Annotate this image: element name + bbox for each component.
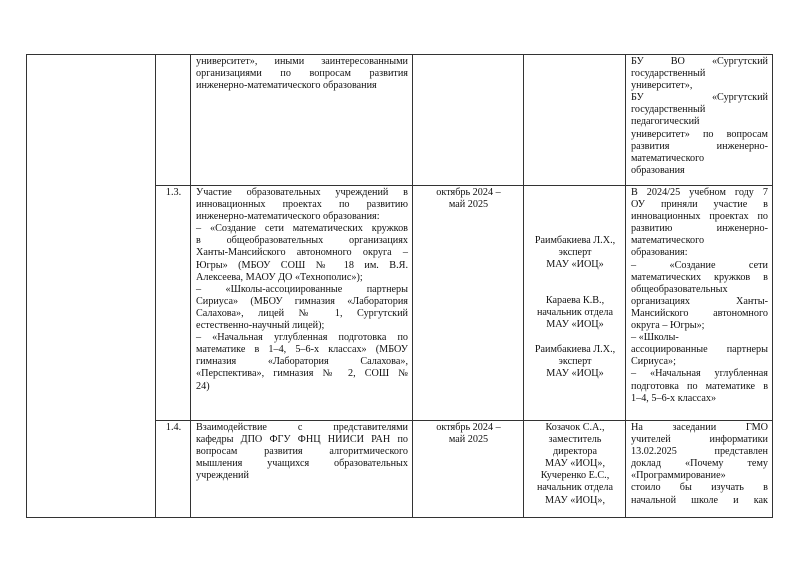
responsible-name: Караева К.В., xyxy=(545,295,605,307)
activity-text-line: 24) xyxy=(196,380,210,392)
period-start: октябрь 2024 – xyxy=(436,187,501,198)
responsible-name: Раимбакиева Л.Х., xyxy=(534,343,616,355)
result-text-line: БУ ВО «Сургутский xyxy=(631,56,768,67)
section-cell xyxy=(27,55,156,518)
result-text-line: – «Создание сети xyxy=(631,259,768,271)
responsible-text-line: МАУ «ИОЦ», xyxy=(544,458,606,470)
responsible-cell xyxy=(524,55,626,186)
activity-text-line: Сириуса» (МБОУ гимназия «Лаборатория xyxy=(196,295,408,307)
result-text-line: инновационных проектах по xyxy=(631,211,768,223)
period-cell xyxy=(413,421,524,518)
period-cell xyxy=(413,55,524,186)
activity-cell xyxy=(191,186,413,421)
responsible-text-line: МАУ «ИОЦ», xyxy=(544,494,606,506)
responsible-cell xyxy=(524,186,626,421)
responsible-org: МАУ «ИОЦ» xyxy=(546,367,604,379)
item-number-cell: 1.4. xyxy=(156,421,191,518)
activity-text-line: кафедры ДПО ФГУ ФНЦ НИИСИ РАН по xyxy=(196,434,408,446)
activity-cell xyxy=(191,55,413,186)
activity-text-line: университет», иными заинтересованными xyxy=(196,56,408,67)
result-text-line: педагогический xyxy=(631,116,700,128)
activity-text-line: инновационных проектах по развитию xyxy=(196,199,408,211)
result-text-line: математического xyxy=(631,235,705,247)
result-cell xyxy=(626,186,773,421)
activity-text-line: организациями по вопросам развития xyxy=(196,68,408,80)
result-text-line: округа – Югры»; xyxy=(631,320,705,332)
item-number-cell: 1.3. xyxy=(156,186,191,421)
result-text-line: – «Начальная углубленная xyxy=(631,368,768,380)
result-text-line: университет», xyxy=(631,80,693,92)
activity-text-line: Взаимодействие с представителями xyxy=(196,422,408,433)
responsible-org: МАУ «ИОЦ» xyxy=(546,319,604,331)
result-text-line: 1–4, 5–6-х классах» xyxy=(631,392,717,404)
item-number-cell xyxy=(156,55,191,186)
result-text-line: математических кружков в xyxy=(631,271,768,283)
result-text-line: Мансийского автономного xyxy=(631,307,768,319)
result-text-line: развитию инженерно- xyxy=(631,223,768,235)
period-end: май 2025 xyxy=(448,434,489,446)
plan-table xyxy=(26,54,773,518)
result-text-line: математического xyxy=(631,152,705,164)
activity-cell xyxy=(191,421,413,518)
result-text-line: ассоциированные партнеры xyxy=(631,344,768,356)
result-text-line: доклад «Почему тему xyxy=(631,458,768,470)
activity-text-line: – «Школы-ассоциированные партнеры xyxy=(196,283,408,295)
result-text-line: государственный xyxy=(631,104,706,116)
responsible-name: Раимбакиева Л.Х., xyxy=(534,235,616,246)
activity-text-line: Участие образовательных учреждений в xyxy=(196,187,408,198)
result-text-line: ОУ приняли участие в xyxy=(631,199,768,211)
responsible-text-line: Кучеренко Е.С., xyxy=(540,470,610,482)
responsible-text-line: заместитель xyxy=(548,434,602,446)
activity-text-line: вопросам развития алгоритмического xyxy=(196,446,408,458)
activity-text-line: – «Создание сети математических кружков xyxy=(196,223,408,235)
activity-text-line: Салахова», лицей № 1, Сургутский xyxy=(196,307,408,319)
activity-text-line: в общеобразовательных организациях xyxy=(196,235,408,247)
period-start: октябрь 2024 – xyxy=(436,422,501,433)
responsible-text-line: начальник отдела xyxy=(536,482,614,494)
result-text-line: организациях Ханты- xyxy=(631,295,768,307)
responsible-org: МАУ «ИОЦ» xyxy=(546,259,604,271)
activity-text-line: Югры» (МБОУ СОШ № 18 им. В.Я. xyxy=(196,259,408,271)
result-text-line: 13.02.2025 представлен xyxy=(631,446,768,458)
responsible-text-line: Козачок С.А., xyxy=(545,422,605,433)
activity-text-line: гимназия «Лаборатория Салахова», xyxy=(196,356,408,368)
responsible-cell xyxy=(524,421,626,518)
responsible-position: эксперт xyxy=(558,247,592,259)
period-end: май 2025 xyxy=(448,199,489,211)
activity-text-line: инженерно-математического образования: xyxy=(196,211,380,223)
result-cell xyxy=(626,55,773,186)
period-cell xyxy=(413,186,524,421)
activity-text-line: естественно-научный лицей); xyxy=(196,320,325,332)
result-text-line: начальной школе и как xyxy=(631,494,768,506)
result-text-line: БУ «Сургутский xyxy=(631,92,768,104)
activity-text-line: – «Начальная углубленная подготовка по xyxy=(196,332,408,344)
activity-text-line: «Перспектива», гимназия № 2, СОШ № xyxy=(196,368,408,380)
activity-text-line: математике в 1–4, 5–6-х классах» (МБОУ xyxy=(196,344,408,356)
activity-text-line: учреждений xyxy=(196,470,249,482)
activity-text-line: Ханты-Мансийского автономного округа – xyxy=(196,247,408,259)
result-text-line: университет» по вопросам xyxy=(631,128,768,140)
activity-text-line: мышления учащихся образовательных xyxy=(196,458,408,470)
result-text-line: подготовка по математике в xyxy=(631,380,768,392)
responsible-text-line: директора xyxy=(552,446,598,458)
table-row xyxy=(27,55,773,186)
result-text-line: общеобразовательных xyxy=(631,283,728,295)
result-text-line: образования: xyxy=(631,247,688,259)
result-cell xyxy=(626,421,773,518)
result-text-line: образования xyxy=(631,164,685,176)
result-text-line: На заседании ГМО xyxy=(631,422,768,433)
responsible-position: эксперт xyxy=(558,355,592,367)
result-text-line: В 2024/25 учебном году 7 xyxy=(631,187,768,198)
result-text-line: развития инженерно- xyxy=(631,140,768,152)
responsible-position: начальник отдела xyxy=(536,307,614,319)
result-text-line: стоило бы изучать в xyxy=(631,482,768,494)
result-text-line: учителей информатики xyxy=(631,434,768,446)
result-text-line: «Программирование» xyxy=(631,470,726,482)
result-text-line: государственный xyxy=(631,68,706,80)
activity-text-line: инженерно-математического образования xyxy=(196,80,377,92)
result-text-line: – «Школы- xyxy=(631,332,679,344)
result-text-line: Сириуса»; xyxy=(631,356,676,368)
activity-text-line: Алексеева, МАОУ ДО «Технополис»); xyxy=(196,271,363,283)
